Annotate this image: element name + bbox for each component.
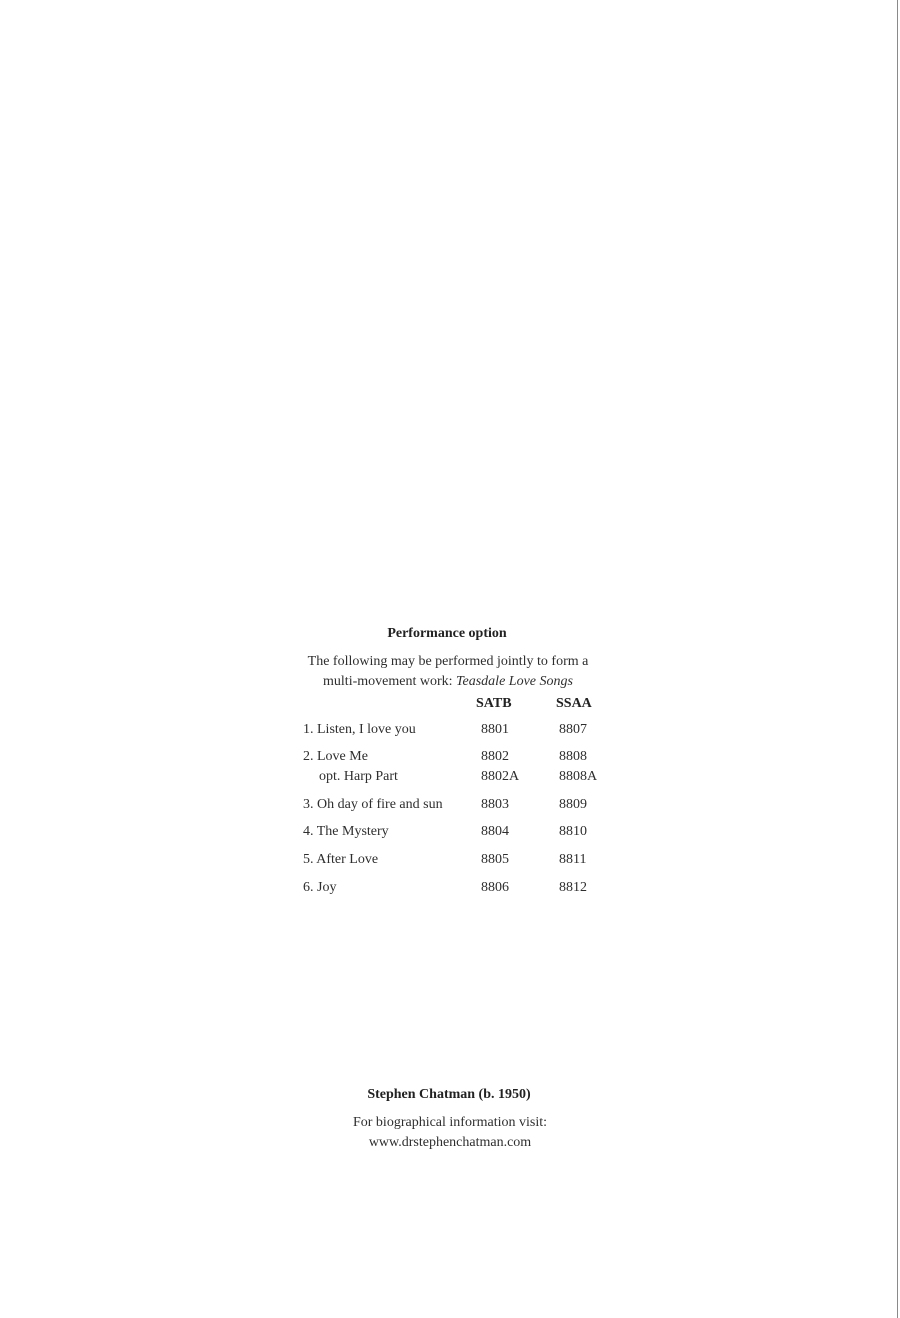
movement-title: opt. Harp Part — [319, 769, 398, 784]
performance-option-title: Performance option — [387, 626, 507, 641]
intro-line-1: The following may be performed jointly to form a — [307, 654, 589, 669]
ssaa-number: 8808 — [559, 749, 587, 764]
composer-bio — [0, 1113, 900, 1153]
intro-line-2-prefix: multi-movement work: — [323, 674, 457, 689]
table-row — [303, 747, 623, 767]
movement-title: 2. Love Me — [303, 749, 368, 764]
ssaa-number: 8811 — [559, 852, 587, 867]
satb-number: 8803 — [481, 797, 509, 812]
table-row — [303, 767, 623, 787]
composer-website: www.drstephenchatman.com — [368, 1135, 532, 1150]
ssaa-number: 8808A — [559, 769, 598, 784]
composer-name: Stephen Chatman (b. 1950) — [367, 1087, 531, 1102]
satb-number: 8804 — [481, 824, 509, 839]
satb-number: 8801 — [481, 722, 509, 737]
intro-line-2 — [0, 672, 898, 692]
performance-intro — [0, 652, 898, 692]
ssaa-number: 8807 — [559, 722, 587, 737]
bio-text: For biographical information visit: — [352, 1115, 548, 1130]
satb-number: 8802 — [481, 749, 509, 764]
ssaa-number: 8810 — [559, 824, 587, 839]
column-header-satb: SATB — [476, 696, 512, 711]
table-row — [303, 720, 623, 740]
ssaa-number: 8809 — [559, 797, 587, 812]
table-header — [303, 696, 623, 716]
satb-number: 8805 — [481, 852, 509, 867]
movement-title: 3. Oh day of fire and sun — [303, 797, 443, 812]
satb-number: 8806 — [481, 880, 509, 895]
movement-title: 6. Joy — [303, 880, 337, 895]
performance-option-section — [0, 624, 900, 895]
movement-title: 5. After Love — [303, 852, 379, 867]
table-row — [303, 795, 623, 815]
movement-title: 1. Listen, I love you — [303, 722, 416, 737]
satb-number: 8802A — [481, 769, 520, 784]
table-row — [303, 878, 623, 898]
movements-table — [303, 696, 623, 895]
movement-title: 4. The Mystery — [303, 824, 389, 839]
table-row — [303, 822, 623, 842]
table-row — [303, 850, 623, 870]
column-header-ssaa: SSAA — [556, 696, 592, 711]
work-title: Teasdale Love Songs — [456, 674, 573, 689]
composer-section — [0, 1085, 900, 1153]
ssaa-number: 8812 — [559, 880, 587, 895]
